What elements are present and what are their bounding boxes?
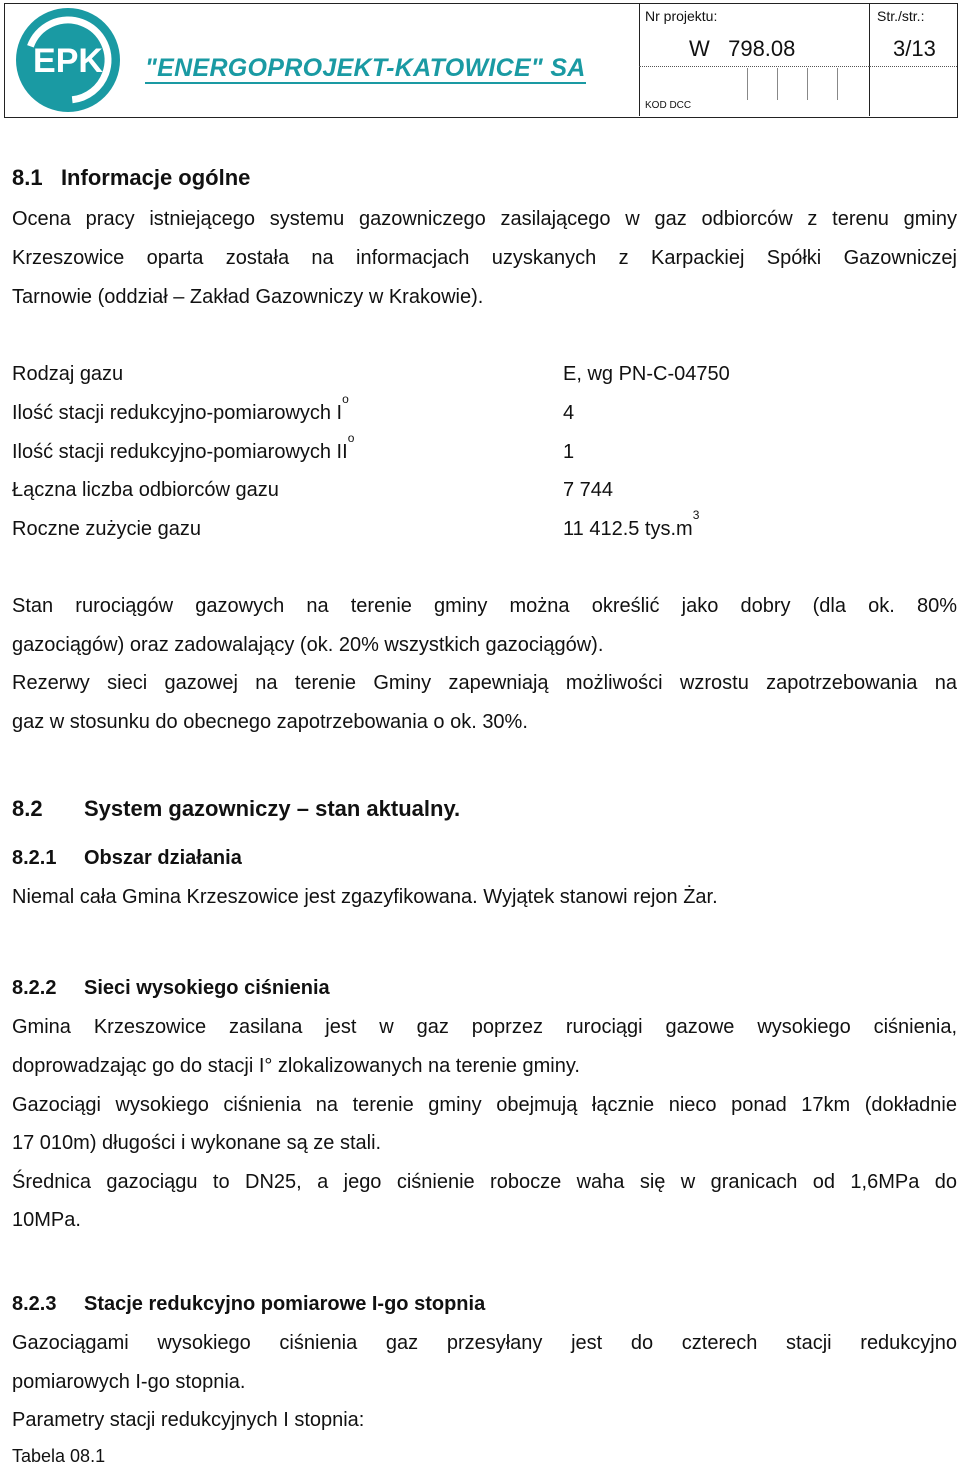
kod-grid bbox=[747, 68, 869, 100]
paragraph-line: Gazociągami wysokiego ciśnienia gaz przesyłany jest do czterech stacji redukcyjno bbox=[12, 1332, 957, 1354]
page-number: 3/13 bbox=[893, 36, 936, 61]
subsection-number: 8.2.1 bbox=[12, 847, 57, 869]
page-cell bbox=[869, 4, 957, 116]
paragraph-line: Gazociągi wysokiego ciśnienia na terenie gminy obejmują łącznie nieco ponad 17km (dokładnie bbox=[12, 1094, 957, 1116]
paragraph-line: Parametry stacji redukcyjnych I stopnia: bbox=[12, 1409, 365, 1431]
section-heading bbox=[12, 166, 250, 190]
section-number: 8.2 bbox=[12, 796, 43, 821]
subsection-title: Sieci wysokiego ciśnienia bbox=[84, 977, 330, 999]
param-label: Ilość stacji redukcyjno-pomiarowych $I^o$ bbox=[12, 392, 349, 424]
param-value: E, wg PN-C-04750 bbox=[563, 363, 730, 385]
document-header bbox=[4, 3, 958, 118]
epk-logo bbox=[14, 6, 122, 114]
param-value: 1 bbox=[563, 441, 575, 463]
kod-dcc-label: KOD DCC bbox=[645, 100, 692, 111]
paragraph-line: Krzeszowice oparta została na informacjach uzyskanych z Karpackiej Spółki Gazowniczej bbox=[12, 247, 957, 269]
paragraph-line: Ocena pracy istniejącego systemu gazowniczego zasilającego w gaz odbiorców z terenu gminy bbox=[12, 208, 957, 230]
section-number: 8.1 bbox=[12, 165, 43, 190]
divider bbox=[639, 66, 869, 67]
param-label: Łączna liczba odbiorców gazu bbox=[12, 479, 279, 501]
section-title: System gazowniczy – stan aktualny. bbox=[84, 796, 461, 821]
logo-cell bbox=[5, 4, 640, 116]
paragraph-line: 10MPa. bbox=[12, 1209, 81, 1231]
subsection-number: 8.2.3 bbox=[12, 1293, 57, 1315]
param-value: 4 bbox=[563, 402, 575, 424]
project-number: W 798.08 bbox=[689, 36, 796, 61]
subsection-title: Obszar działania bbox=[84, 847, 242, 869]
table-caption: Tabela 08.1 bbox=[12, 1446, 106, 1466]
subsection-number: 8.2.2 bbox=[12, 977, 57, 999]
section-title: Informacje ogólne bbox=[60, 165, 251, 190]
divider bbox=[869, 66, 957, 67]
project-cell bbox=[639, 4, 870, 116]
param-value: 7 744 bbox=[563, 479, 614, 501]
paragraph-line: Niemal cała Gmina Krzeszowice jest zgazyfikowana. Wyjątek stanowi rejon Żar. bbox=[12, 886, 718, 908]
paragraph-line: gazociągów) oraz zadowalający (ok. 20% wszystkich gazociągów). bbox=[12, 634, 604, 656]
param-label: Roczne zużycie gazu bbox=[12, 518, 201, 540]
paragraph-line: Rezerwy sieci gazowej na terenie Gminy zapewniają możliwości wzrostu zapotrzebowania na bbox=[12, 672, 957, 694]
project-label: Nr projektu: bbox=[645, 8, 718, 24]
paragraph-line: Tarnowie (oddział – Zakład Gazowniczy w Krakowie). bbox=[12, 286, 484, 308]
company-name: "ENERGOPROJEKT-KATOWICE" SA bbox=[145, 54, 586, 82]
paragraph-line: Gmina Krzeszowice zasilana jest w gaz poprzez rurociągi gazowe wysokiego ciśnienia, bbox=[12, 1016, 957, 1038]
param-label: Ilość stacji redukcyjno-pomiarowych $II^o$ bbox=[12, 431, 355, 463]
paragraph-line: pomiarowych I-go stopnia. bbox=[12, 1371, 246, 1393]
paragraph-line: gaz w stosunku do obecnego zapotrzebowania o ok. 30%. bbox=[12, 711, 528, 733]
paragraph-line: Średnica gazociągu to DN25, a jego ciśnienie robocze waha się w granicach od 1,6MPa do bbox=[12, 1171, 957, 1193]
logo-text: EPK bbox=[33, 42, 103, 80]
page-label: Str./str.: bbox=[877, 8, 925, 24]
subsection-title: Stacje redukcyjno pomiarowe I-go stopnia bbox=[84, 1293, 486, 1315]
paragraph-line: 17 010m) długości i wykonane są ze stali. bbox=[12, 1132, 382, 1154]
param-label: Rodzaj gazu bbox=[12, 363, 124, 385]
paragraph-line: Stan rurociągów gazowych na terenie gminy można określić jako dobry (dla ok. 80% bbox=[12, 595, 957, 617]
paragraph-line: doprowadzając go do stacji I° zlokalizowanych na terenie gminy. bbox=[12, 1055, 580, 1077]
param-value: 11 412.5 $tys.m^3$ bbox=[563, 508, 700, 540]
